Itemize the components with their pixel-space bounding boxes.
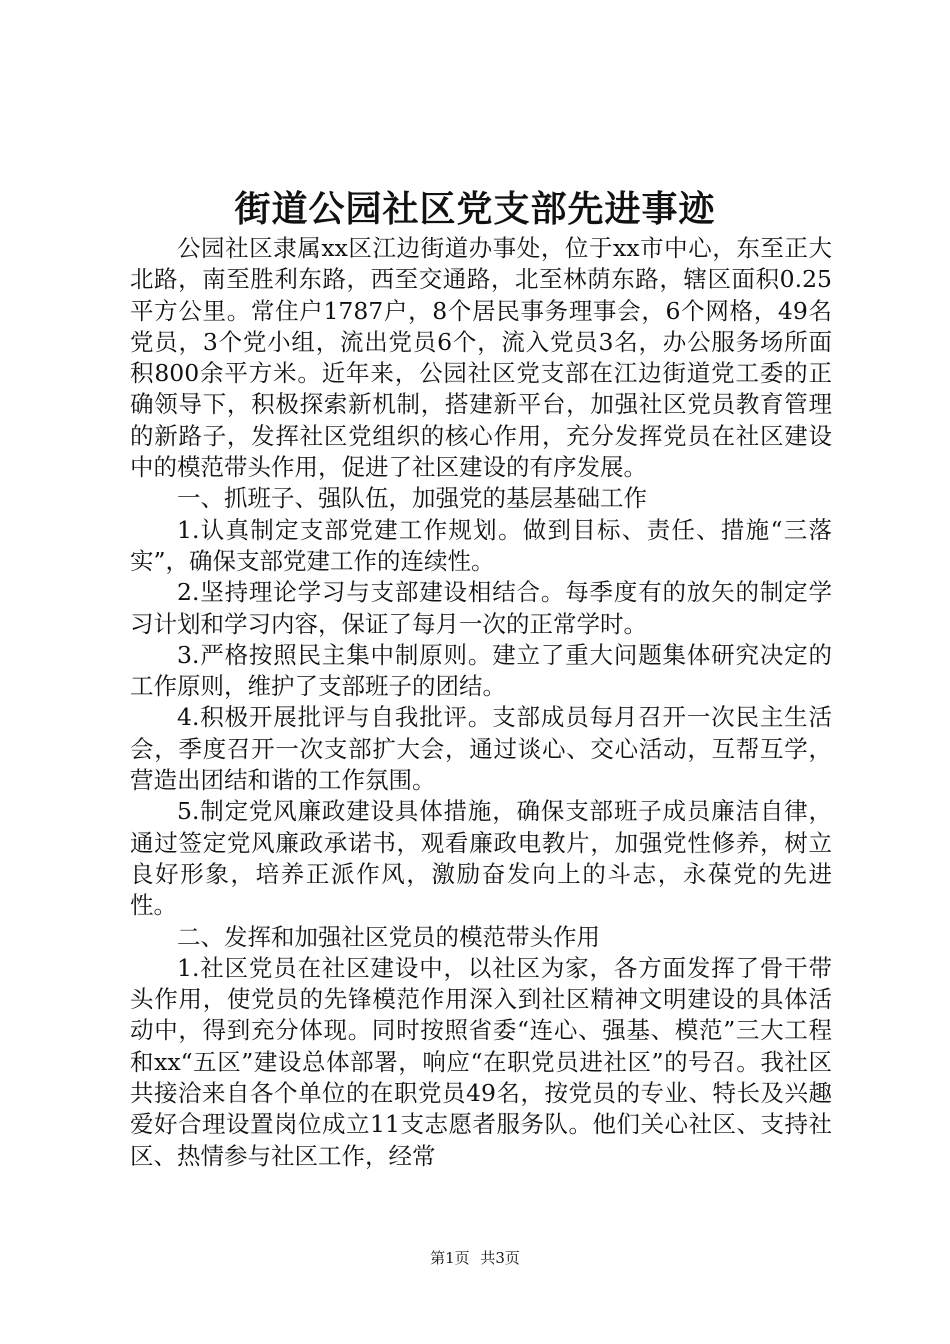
page-footer — [0, 1248, 950, 1268]
section-1-item-2: 2.坚持理论学习与支部建设相结合。每季度有的放矢的制定学习计划和学习内容，保证了每月一次的正常学时。 — [130, 578, 832, 638]
section-1-item-1: 1.认真制定支部党建工作规划。做到目标、责任、措施“三落实”，确保支部党建工作的连续性。 — [130, 515, 832, 575]
section-1-item-4: 4.积极开展批评与自我批评。支部成员每月召开一次民主生活会，季度召开一次支部扩大会，通过谈心、交心活动，互帮互学，营造出团结和谐的工作氛围。 — [130, 703, 832, 795]
section-2-heading: 二、发挥和加强社区党员的模范带头作用 — [177, 922, 600, 951]
document-title: 街道公园社区党支部先进事迹 — [234, 188, 716, 230]
intro-paragraph: 公园社区隶属xx区江边街道办事处，位于xx市中心，东至正大北路，南至胜利东路，西至交通路，北至林荫东路，辖区面积0.25平方公里。常住户1787户，8个居民事务理事会，6个网格，49名党员，3个党小组，流出党员6个，流入党员3名，办公服务场所面积800余平方米。近年来，公园社区党支部在江边街道党工委的正确领导下，积极探索新机制，搭建新平台，加强社区党员教育管理的新路子，发挥社区党组织的核心作用，充分发挥党员在社区建设中的模范带头作用，促进了社区建设的有序发展。 — [130, 234, 832, 482]
page-number: 第1页 — [430, 1249, 470, 1267]
section-1-item-5: 5.制定党风廉政建设具体措施，确保支部班子成员廉洁自律，通过签定党风廉政承诺书，观看廉政电教片，加强党性修养，树立良好形象，培养正派作风，激励奋发向上的斗志，永葆党的先进性。 — [130, 797, 832, 920]
section-1-item-3: 3.严格按照民主集中制原则。建立了重大问题集体研究决定的工作原则，维护了支部班子的团结。 — [130, 640, 832, 701]
document-body — [130, 233, 832, 1172]
page-total: 共3页 — [480, 1249, 520, 1267]
section-2-item-1: 1.社区党员在社区建设中，以社区为家，各方面发挥了骨干带头作用，使党员的先锋模范作用深入到社区精神文明建设的具体活动中，得到充分体现。同时按照省委“连心、强基、模范”三大工程和xx“五区”建设总体部署，响应“在职党员进社区”的号召。我社区共接洽来自各个单位的在职党员49名，按党员的专业、特长及兴趣爱好合理设置岗位成立11支志愿者服务队。他们关心社区、支持社区、热情参与社区工作，经常 — [130, 953, 832, 1170]
section-1-heading: 一、抓班子、强队伍，加强党的基层基础工作 — [177, 484, 647, 513]
